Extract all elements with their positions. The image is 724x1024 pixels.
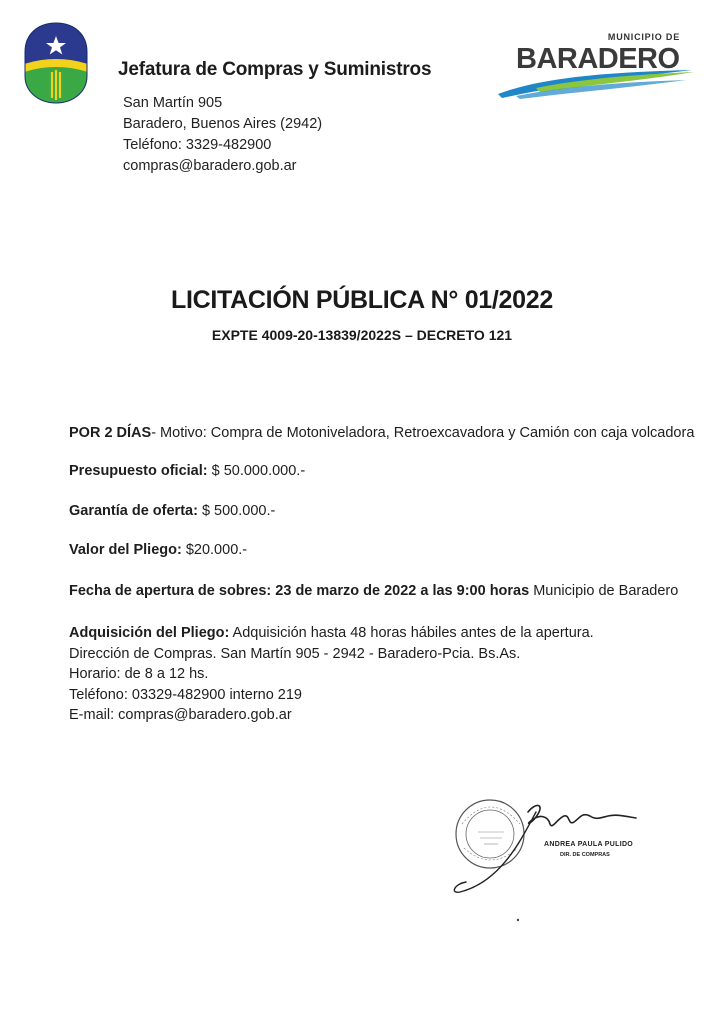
- horario-line: Horario: de 8 a 12 hs.: [69, 666, 209, 682]
- adquisicion-value: Adquisición hasta 48 horas hábiles antes de la apertura.: [229, 625, 594, 641]
- adquisicion-block: [69, 623, 594, 726]
- municipal-crest-icon: [24, 22, 88, 104]
- address-street: San Martín 905: [123, 95, 223, 111]
- official-stamp-icon: [440, 772, 665, 932]
- fecha-label: Fecha de apertura de sobres: 23 de marzo de 2022 a las 9:00 horas: [69, 583, 530, 599]
- address-phone: Teléfono: 3329-482900: [123, 137, 272, 153]
- presupuesto-value: $ 50.000.000.-: [207, 463, 306, 479]
- signatory-name: ANDREA PAULA PULIDO: [544, 841, 634, 848]
- address-city: Baradero, Buenos Aires (2942): [123, 116, 323, 132]
- presupuesto-line: [69, 463, 305, 479]
- logo-subtitle: MUNICIPIO DE: [607, 32, 680, 42]
- direccion-line: Dirección de Compras. San Martín 905 - 2942 - Baradero-Pcia. Bs.As.: [69, 645, 521, 662]
- motivo-line: [69, 425, 694, 441]
- document-title: LICITACIÓN PÚBLICA N° 01/2022: [171, 286, 553, 314]
- valor-value: $20.000.-: [181, 542, 248, 558]
- motivo-text: - Motivo: Compra de Motoniveladora, Retroexcavadora y Camión con caja volcadora: [151, 425, 695, 441]
- email-line: E-mail: compras@baradero.gob.ar: [69, 707, 292, 723]
- garantia-line: [69, 503, 275, 519]
- address-email: compras@baradero.gob.ar: [123, 158, 297, 174]
- presupuesto-label: Presupuesto oficial:: [69, 463, 208, 479]
- telefono-line: Teléfono: 03329-482900 interno 219: [69, 686, 302, 703]
- garantia-label: Garantía de oferta:: [69, 503, 198, 519]
- adquisicion-label: Adquisición del Pliego:: [69, 625, 230, 641]
- valor-pliego-line: [69, 542, 247, 558]
- office-title: Jefatura de Compras y Suministros: [118, 59, 432, 80]
- baradero-logo: [496, 30, 696, 100]
- motivo-label: POR 2 DÍAS: [69, 425, 152, 441]
- document-subtitle: EXPTE 4009-20-13839/2022S – DECRETO 121: [211, 327, 513, 343]
- logo-swoosh-icon: [496, 66, 696, 100]
- fecha-apertura-line: [69, 583, 678, 599]
- logo-name: BARADERO: [516, 43, 680, 75]
- fecha-value: Municipio de Baradero: [529, 583, 679, 599]
- office-address: [123, 93, 322, 177]
- signatory-role: DIR. DE COMPRAS: [560, 852, 610, 858]
- adquisicion-line: [69, 623, 594, 644]
- stamp-signature-area: [440, 772, 665, 932]
- valor-label: Valor del Pliego:: [69, 542, 182, 558]
- garantia-value: $ 500.000.-: [197, 503, 276, 519]
